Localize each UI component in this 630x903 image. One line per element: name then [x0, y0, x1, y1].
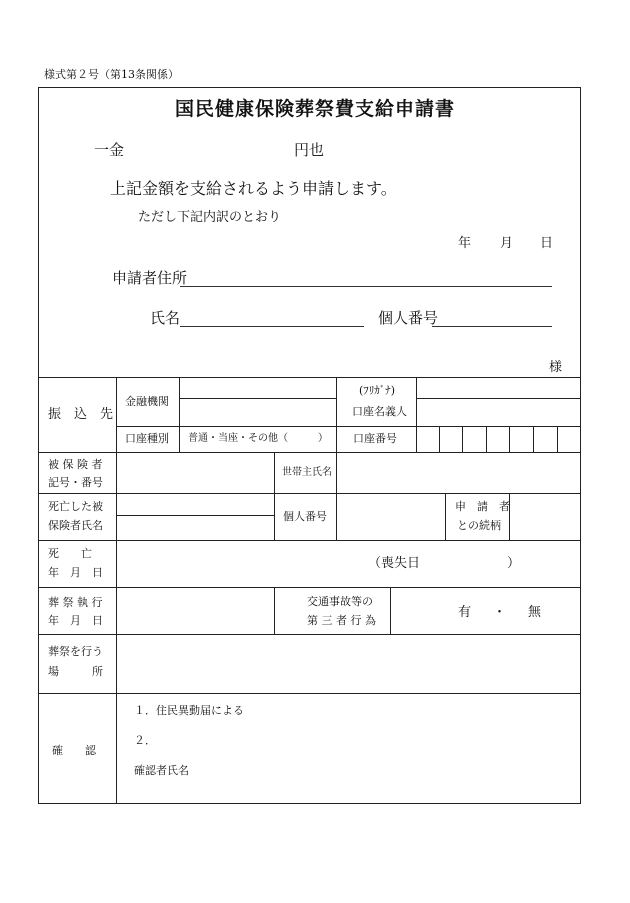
deceased-personal-number-label: 個人番号 — [283, 510, 327, 523]
applicant-address-field[interactable] — [180, 286, 552, 287]
bank-col-line-1 — [179, 377, 180, 452]
bank-holder-split — [416, 398, 581, 399]
funeral-col-line-1 — [274, 587, 275, 634]
digit-divider — [462, 426, 463, 452]
loss-date-close: ） — [507, 556, 521, 571]
household-head-label: 世帯主氏名 — [282, 467, 332, 478]
bank-account-number-label: 口座番号 — [353, 432, 397, 445]
bank-holder-label: 口座名義人 — [352, 405, 407, 418]
table-line-place-bottom — [38, 693, 581, 694]
date-month-label: 月 — [500, 236, 514, 251]
table-line-deceased-bottom — [38, 540, 581, 541]
deceased-col-line-3 — [445, 493, 446, 540]
table-label-column-line — [116, 377, 117, 804]
applicant-address-label: 申請者住所 — [112, 269, 188, 287]
funeral-col-line-2 — [390, 587, 391, 634]
bank-section-label: 振 込 先 — [48, 407, 114, 422]
deceased-name-split — [116, 515, 274, 516]
deceased-label-2: 保険者氏名 — [48, 519, 103, 532]
bank-institution-label: 金融機関 — [125, 395, 169, 408]
date-year-label: 年 — [458, 236, 472, 251]
confirmation-item-2: ２． — [134, 734, 156, 747]
funeral-place-label-2: 場 所 — [48, 665, 103, 678]
digit-divider — [533, 426, 534, 452]
confirmation-label: 確 認 — [52, 744, 96, 757]
table-line-insured-bottom — [38, 493, 581, 494]
relation-label-1: 申 請 者 — [455, 500, 510, 513]
note-text: ただし下記内訳のとおり — [138, 210, 282, 225]
date-day-label: 日 — [540, 236, 554, 251]
form-title: 国民健康保険葬祭費支給申請書 — [174, 98, 455, 120]
applicant-personal-number-label: 個人番号 — [378, 309, 439, 327]
form-number: 様式第２号（第13条関係） — [44, 68, 179, 81]
accident-separator: ・ — [493, 605, 507, 620]
amount-field[interactable] — [130, 138, 290, 160]
insured-col-line-2 — [336, 452, 337, 493]
loss-date-open: （喪失日 — [368, 556, 421, 571]
digit-divider — [439, 426, 440, 452]
digit-divider — [557, 426, 558, 452]
insured-col-line-1 — [274, 452, 275, 493]
deceased-label-1: 死亡した被 — [48, 500, 103, 513]
digit-divider — [486, 426, 487, 452]
confirmation-item-1: １．住民異動届による — [134, 704, 244, 717]
amount-prefix: 一金 — [94, 141, 125, 159]
accident-label-1: 交通事故等の — [307, 595, 373, 608]
confirmer-name-label: 確認者氏名 — [134, 764, 189, 777]
funeral-date-label-1: 葬 祭 執 行 — [48, 596, 103, 609]
digit-divider — [509, 426, 510, 452]
bank-row-split — [116, 426, 581, 427]
funeral-place-label-1: 葬祭を行う — [48, 645, 103, 658]
table-line-bank-bottom — [38, 452, 581, 453]
bank-account-type-label: 口座種別 — [125, 432, 169, 445]
honorific: 様 — [549, 360, 563, 375]
death-label-1: 死 亡 — [48, 547, 92, 560]
bank-institution-split — [179, 398, 336, 399]
insured-id-label-2: 記号・番号 — [48, 476, 103, 489]
applicant-personal-number-field[interactable] — [432, 326, 552, 327]
bank-col-line-3 — [416, 377, 417, 452]
accident-no-option[interactable]: 無 — [528, 605, 542, 620]
bank-col-line-2 — [336, 377, 337, 452]
request-text: 上記金額を支給されるよう申請します。 — [110, 179, 397, 198]
table-line-death-bottom — [38, 587, 581, 588]
deceased-col-line-1 — [274, 493, 275, 540]
applicant-name-label: 氏名 — [150, 309, 181, 327]
bank-account-type-options[interactable]: 普通・当座・その他（ ） — [188, 433, 328, 444]
table-line-funeral-bottom — [38, 634, 581, 635]
death-label-2: 年 月 日 — [48, 566, 103, 579]
relation-label-2: との続柄 — [457, 519, 501, 532]
accident-yes-option[interactable]: 有 — [458, 605, 472, 620]
deceased-col-line-2 — [336, 493, 337, 540]
accident-label-2: 第 三 者 行 為 — [307, 614, 376, 627]
insured-id-label-1: 被 保 険 者 — [48, 458, 103, 471]
amount-suffix: 円也 — [294, 141, 325, 159]
bank-furigana-label: (ﾌﾘｶﾞﾅ) — [359, 384, 396, 397]
table-top-line — [38, 377, 581, 378]
funeral-date-label-2: 年 月 日 — [48, 614, 103, 627]
applicant-name-field[interactable] — [180, 326, 364, 327]
